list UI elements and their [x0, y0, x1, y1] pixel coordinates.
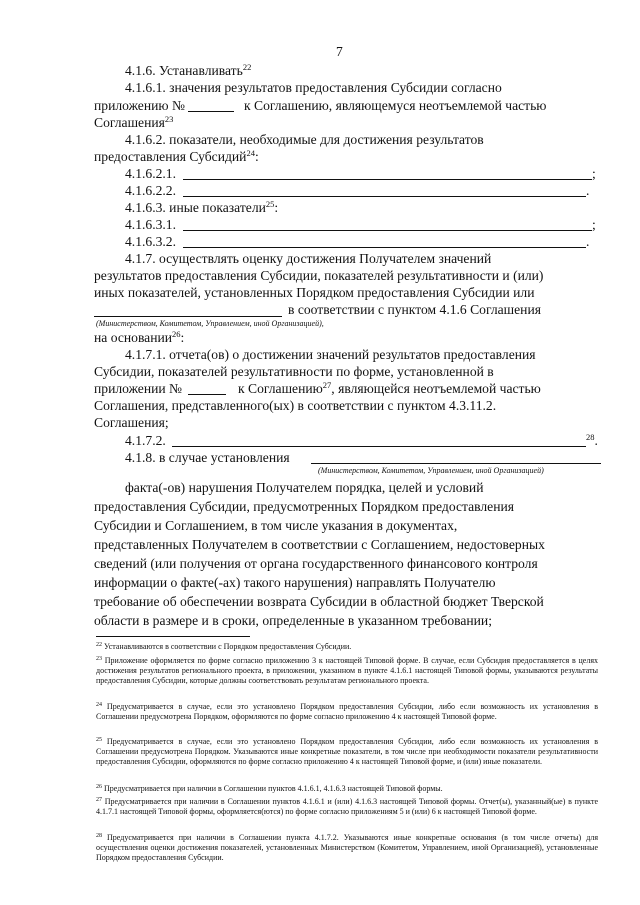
clause-4-1-8: 4.1.8. в случае установления: [125, 450, 290, 465]
footnote: [96, 784, 598, 794]
clause-text: к Соглашению: [238, 381, 323, 396]
authority-blank: [94, 316, 282, 317]
clause-text: результатов предоставления Субсидии, показателей результативности и (или): [94, 268, 544, 283]
clause-line: [94, 537, 599, 553]
clause-text: сведений (или получения от органа государственного финансового контроля: [94, 556, 538, 571]
footnote-ref-line: $^{28}$.: [586, 432, 598, 448]
authority-caption: (Министерством, Комитетом, Управлением, иной Организацией),: [96, 319, 324, 328]
clause-line: [94, 556, 599, 572]
clause-4-1-6: [125, 63, 251, 79]
footnote-separator: [96, 636, 250, 637]
fill-blank: [172, 446, 586, 447]
period: .: [586, 183, 590, 198]
footnote-ref: 22: [242, 62, 252, 72]
clause-line: [94, 518, 599, 534]
fill-blank: [183, 179, 592, 180]
clause-4-1-6-3-1: 4.1.6.3.1.: [125, 217, 176, 232]
line-appendix-no: [94, 98, 185, 114]
footnote-number: 26: [96, 784, 102, 790]
clause-text: Соглашения: [94, 115, 165, 130]
footnote-text: Предусматривается в случае, если это установлено Порядком предоставления Субсидии, либо если возможность их установления в Соглашении предусмотрена Порядком, оформляются по форме согласно приложению 4 к настоящей Типовой форме.: [96, 702, 599, 721]
footnote: [96, 833, 598, 863]
footnote-number: 24: [96, 702, 102, 708]
clause-line: [94, 499, 599, 515]
clause-text: требование об обеспечении возврата Субсидии в областной бюджет Тверской: [94, 594, 544, 609]
semicolon: ;: [592, 166, 596, 181]
clause-text: , являющейся неотъемлемой частью: [331, 381, 541, 396]
clause-text: Субсидии, показателей результативности по форме, установленной в: [94, 364, 494, 379]
clause-text: факта(-ов) нарушения Получателем порядка, целей и условий: [125, 480, 484, 495]
footnote: [96, 642, 598, 652]
clause-line: [238, 381, 541, 397]
clause-line: [94, 285, 599, 301]
fill-blank: [183, 247, 586, 248]
line-subsidy-indicators: [94, 149, 259, 165]
clause-4-1-6-3-2: 4.1.6.3.2.: [125, 234, 176, 249]
footnote: [96, 797, 598, 817]
clause-text: предоставления Субсидии, предусмотренных Порядком предоставления: [94, 499, 514, 514]
footnote-text: Предусматривается при наличии в Соглашении пунктов 4.1.6.1, 4.1.6.3 настоящей Типовой формы.: [104, 784, 443, 793]
clause-text: Соглашения, представленного(ых) в соответствии с пунктом 4.3.11.2.: [94, 398, 497, 413]
footnote: [96, 737, 598, 767]
authority-blank: [311, 463, 601, 464]
line-appendix-rest: [244, 98, 599, 114]
clause-4-1-6-2-2: 4.1.6.2.2.: [125, 183, 176, 198]
clause-4-1-7: [125, 251, 599, 267]
clause-line: [94, 330, 184, 346]
footnote-ref: 24: [246, 148, 255, 158]
colon: :: [274, 200, 279, 215]
authority-caption: (Министерством, Комитетом, Управлением, иной Организацией): [318, 466, 544, 475]
clause-line: [94, 268, 599, 284]
clause-4-1-6-2: [125, 132, 599, 148]
clause-text: 4.1.7. осуществлять оценку достижения Получателем значений: [125, 251, 492, 266]
period: .: [586, 234, 590, 249]
footnote-ref: 25: [265, 199, 275, 209]
clause-text: Субсидии и Соглашением, в том числе указания в документах,: [94, 518, 458, 533]
clause-text: 4.1.6.2. показатели, необходимые для достижения результатов: [125, 132, 484, 147]
colon: :: [180, 330, 185, 345]
footnote-text: Предусматривается при наличии в Соглашении пункта 4.1.7.2. Указываются иные конкретные основания (в том числе отчеты) для осуществления оценки достижения показателей, установленных Министерством (Комитетом, Управлением, иной Организацией), установленные Порядком предоставления Субсидии.: [96, 833, 598, 862]
clause-line: приложении №: [94, 381, 183, 396]
line-agreement: [94, 115, 173, 131]
footnote-number: 23: [96, 656, 102, 662]
semicolon: ;: [592, 217, 596, 232]
clause-text: предоставления Субсидий: [94, 149, 247, 164]
footnote-number: 22: [96, 642, 102, 648]
footnote-ref: 26: [172, 329, 181, 339]
clause-4-1-6-1: [125, 80, 599, 96]
footnote-number: 27: [96, 797, 102, 803]
clause-line: [94, 364, 599, 380]
footnote: [96, 656, 598, 686]
footnote-ref: 28: [586, 432, 595, 442]
clause-4-1-6-2-1: 4.1.6.2.1.: [125, 166, 176, 181]
clause-4-1-7-2: 4.1.7.2.: [125, 433, 166, 448]
clause-text: на основании: [94, 330, 173, 345]
footnote: [96, 702, 598, 722]
clause-line: [125, 480, 599, 496]
footnote-text: Приложение оформляется по форме согласно приложению 3 к настоящей Типовой форме. В случае, если Субсидия предоставляется в целях достижения результатов регионального проекта, в приложении, указанном в пункте 4.1.6.1 настоящей Типовой формы, указываются результаты предоставления Субсидии, которые должны соответствовать результатам регионального проекта.: [96, 656, 599, 685]
clause-text: 4.1.6. Устанавливать: [125, 63, 243, 78]
fill-blank: [183, 230, 592, 231]
page-number: 7: [336, 44, 343, 59]
clause-line: в соответствии с пунктом 4.1.6 Соглашения: [288, 302, 541, 317]
clause-line: области в размере и в сроки, определенные в указанном требовании;: [94, 613, 492, 628]
appendix-number-blank: [188, 394, 226, 395]
footnote-number: 28: [96, 833, 102, 839]
footnote-text: Предусматривается в случае, если это установлено Порядком предоставления Субсидии, либо если возможность их установления в Соглашении предусмотрена Порядком. Указываются иные конкретные показатели, в том числе при необходимости показатели результативности предоставления Субсидии, оформляются по форме согласно приложению 4 к настоящей Типовой форме, и (или) иные показатели.: [96, 737, 599, 766]
clause-text: иных показателей, установленных Порядком предоставления Субсидии или: [94, 285, 535, 300]
clause-line: [94, 594, 599, 610]
clause-text: информации о факте(-ах) такого нарушения) направлять Получателю: [94, 575, 496, 590]
footnote-ref: 23: [164, 114, 174, 124]
footnote-ref: 27: [322, 380, 332, 390]
clause-text: приложению №: [94, 98, 185, 113]
clause-line: [94, 398, 599, 414]
clause-text: 4.1.7.1. отчета(ов) о достижении значений результатов предоставления: [125, 347, 536, 362]
fill-blank: [183, 196, 586, 197]
colon: :: [254, 149, 259, 164]
clause-4-1-6-3: [125, 200, 278, 216]
clause-line: Соглашения;: [94, 415, 169, 430]
clause-text: к Соглашению, являющемуся неотъемлемой частью: [244, 98, 547, 113]
footnote-text: Устанавливаются в соответствии с Порядком предоставления Субсидии.: [104, 642, 352, 651]
footnote-number: 25: [96, 737, 102, 743]
appendix-number-blank: [188, 111, 234, 112]
clause-text: 4.1.6.3. иные показатели: [125, 200, 266, 215]
footnote-text: Предусматривается при наличии в Соглашении пунктов 4.1.6.1 и (или) 4.1.6.3 настоящей Типовой формы. Отчет(ы), указанный(ые) в пункте 4.1.7.1 настоящей Типовой формы, оформляется(ются) по форме согласно приложениям 5 и (или) 6 к настоящей Типовой форме.: [96, 797, 598, 816]
clause-4-1-7-1: [125, 347, 599, 363]
clause-text: 4.1.6.1. значения результатов предоставления Субсидии согласно: [125, 80, 502, 95]
clause-line: [94, 575, 599, 591]
clause-text: представленных Получателем в соответствии с Соглашением, недостоверных: [94, 537, 545, 552]
